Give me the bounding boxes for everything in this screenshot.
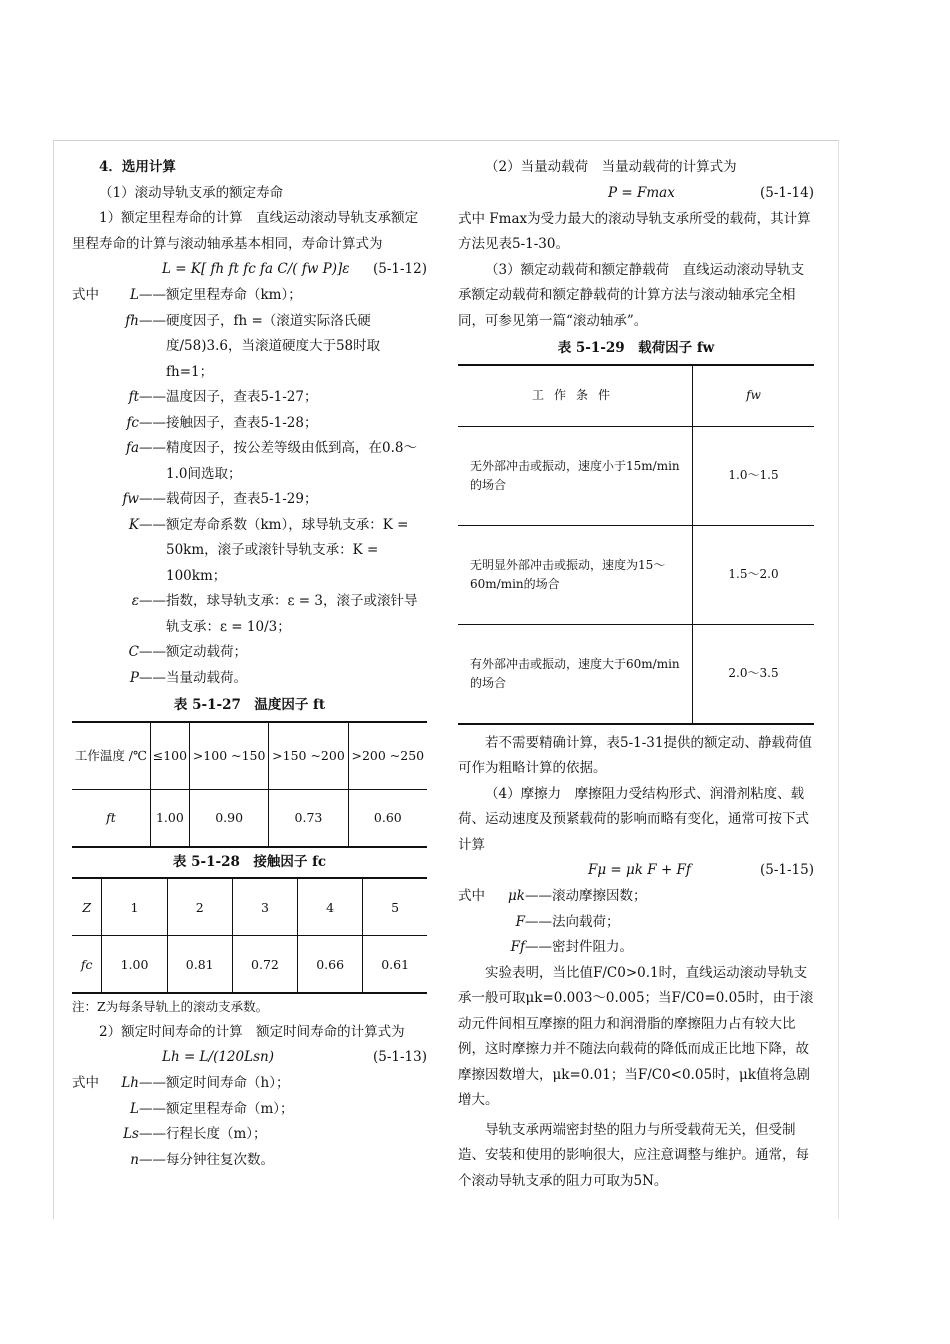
equation-formula: Lh = L/(120Lsn) xyxy=(162,1049,274,1065)
definition-text: 精度因子，按公差等级由低到高，在0.8～1.0间选取； xyxy=(166,440,417,482)
table-load-factor xyxy=(458,364,814,725)
definition-item xyxy=(72,666,427,692)
table-row xyxy=(72,722,427,790)
definition-symbol: fw—— xyxy=(122,491,166,507)
equation-5-1-15 xyxy=(458,858,814,884)
equation-formula: L = K[ fh ft fc fa C/( fw P)]ε xyxy=(162,261,350,277)
equation-5-1-12 xyxy=(72,257,427,283)
table-cell: 0.60 xyxy=(373,810,402,825)
definition-symbol: n—— xyxy=(130,1151,166,1168)
definition-item xyxy=(72,436,427,487)
table-cell: >100 ~150 xyxy=(189,722,268,790)
paragraph-rated-loads: （3）额定动载荷和额定静载荷 直线运动滚动导轨支承额定动载荷和额定静载荷的计算方法与滚动轴承完全相同，可参见第一篇“滚动轴承”。 xyxy=(458,261,805,329)
definition-symbol: fa—— xyxy=(125,440,166,456)
definition-symbol: ε—— xyxy=(131,593,166,609)
equation-formula: P = Fmax xyxy=(608,184,675,201)
equation-5-1-14 xyxy=(458,181,814,207)
table-contact-factor xyxy=(72,877,427,994)
table-row xyxy=(458,426,814,525)
table-cell: ft xyxy=(72,789,150,847)
definition-text: 指数，球导轨支承：ε = 3，滚子或滚针导轨支承：ε = 10/3； xyxy=(166,593,418,635)
table-row xyxy=(458,624,814,724)
table-cell: >200 ~250 xyxy=(348,722,427,790)
definition-symbol: P—— xyxy=(129,669,166,686)
definition-text: 硬度因子，fh =（滚道实际洛氏硬度/58)3.6，当滚道硬度大于58时取fh=1； xyxy=(166,312,381,380)
definition-item xyxy=(72,589,427,640)
definition-text: 额定里程寿命（km）； xyxy=(166,287,302,303)
definition-item xyxy=(72,283,427,309)
definition-item xyxy=(458,884,814,910)
definition-text: 载荷因子，查表5-1-29； xyxy=(166,491,318,507)
definition-symbol: fc—— xyxy=(126,414,166,431)
definition-text: 额定里程寿命（m）； xyxy=(166,1100,294,1117)
table-cell: 1.00 xyxy=(150,789,189,847)
table-cell: 0.73 xyxy=(269,789,348,847)
definition-text: 行程长度（m）； xyxy=(166,1126,267,1142)
table-row xyxy=(458,365,814,427)
left-column xyxy=(72,155,427,1173)
equation-formula: Fμ = μk F + Ff xyxy=(588,862,691,878)
table-cell: fc xyxy=(72,936,102,994)
table-cell: 1 xyxy=(102,878,167,936)
definition-symbol: Lh—— xyxy=(121,1075,166,1091)
table-cell: 1.5～2.0 xyxy=(693,525,815,624)
definition-text: 法向载荷； xyxy=(552,913,620,930)
definition-text: 温度因子，查表5-1-27； xyxy=(166,389,318,405)
paragraph-friction: （4）摩擦力 摩擦阻力受结构形式、润滑剂粘度、载荷、运动速度及预紧载荷的影响而略有变化，通常可按下式计算 xyxy=(458,785,809,853)
subsection-rated-life: （1）滚动导轨支承的额定寿命 xyxy=(99,184,284,201)
definition-item xyxy=(72,1097,427,1123)
definition-item xyxy=(72,640,427,666)
equation-number: (5-1-15) xyxy=(759,862,814,878)
table-cell: 工作温度 /℃ xyxy=(72,722,150,790)
definition-symbol: Ff—— xyxy=(510,939,552,955)
definition-text: 接触因子，查表5-1-28； xyxy=(166,414,318,431)
table-cell: 0.61 xyxy=(381,956,410,972)
definition-item xyxy=(72,411,427,437)
table-5-1-28-caption: 表 5-1-28 接触因子 fc xyxy=(172,853,327,870)
table-note: 注：Z为每条导轨上的滚动支承数。 xyxy=(72,999,269,1014)
paragraph-fmax: 式中 Fmax为受力最大的滚动导轨支承所受的载荷，其计算方法见表5-1-30。 xyxy=(458,210,811,252)
equation-5-1-13 xyxy=(72,1045,427,1071)
definition-symbol: L—— xyxy=(130,1100,166,1117)
table-row xyxy=(72,789,427,847)
definition-item xyxy=(72,487,427,513)
paragraph-rough-estimate: 若不需要精确计算，表5-1-31提供的额定动、静载荷值可作为粗略计算的依据。 xyxy=(458,734,812,776)
table-cell: >150 ~200 xyxy=(269,722,348,790)
right-column xyxy=(458,155,814,1194)
definition-item xyxy=(72,1148,427,1174)
definition-text: 密封件阻力。 xyxy=(552,939,633,955)
section-heading: 4．选用计算 xyxy=(99,159,176,175)
table-cell: 无外部冲击或振动，速度小于15m/min的场合 xyxy=(458,426,693,525)
definition-text: 每分钟往复次数。 xyxy=(166,1151,274,1168)
paragraph-equivalent-load: （2）当量动载荷 当量动载荷的计算式为 xyxy=(485,159,737,175)
table-row xyxy=(72,936,427,994)
definition-symbol: C—— xyxy=(128,644,166,660)
definition-text: 当量动载荷。 xyxy=(166,669,247,686)
table-cell: 工作条件 xyxy=(458,365,693,427)
definition-item xyxy=(72,1071,427,1097)
definition-text: 额定时间寿命（h）； xyxy=(166,1075,290,1091)
definition-symbol: L—— xyxy=(130,287,166,303)
equation-number: (5-1-13) xyxy=(372,1049,427,1065)
definition-item xyxy=(72,1122,427,1148)
table-cell: fw xyxy=(693,365,815,427)
definition-symbol: Ls—— xyxy=(123,1126,166,1142)
definition-text: 滚动摩擦因数； xyxy=(552,888,647,904)
equation-number: (5-1-14) xyxy=(759,184,814,201)
definition-text: 额定寿命系数（km），球导轨支承：K = 50km，滚子或滚针导轨支承：K = 100km； xyxy=(166,516,409,584)
table-cell: 无明显外部冲击或振动，速度为15～60m/min的场合 xyxy=(458,525,693,624)
where-label: 式中 xyxy=(72,1075,99,1091)
definition-item xyxy=(72,309,427,386)
table-row xyxy=(72,878,427,936)
table-cell: 0.90 xyxy=(189,789,268,847)
paragraph-mileage-life: 1）额定里程寿命的计算 直线运动滚动导轨支承额定里程寿命的计算与滚动轴承基本相同，寿命计算式为 xyxy=(72,210,419,252)
definition-symbol: fh—— xyxy=(125,312,166,329)
table-cell: 有外部冲击或振动，速度大于60m/min的场合 xyxy=(458,624,693,724)
table-temperature-factor xyxy=(72,721,427,848)
paragraph-seal-resistance: 导轨支承两端密封垫的阻力与所受载荷无关，但受制造、安装和使用的影响很大，应注意调整与维护。通常，每个滚动导轨支承的阻力可取为5N。 xyxy=(458,1121,809,1189)
table-cell: 4 xyxy=(298,878,363,936)
definition-text: 额定动载荷； xyxy=(166,644,247,660)
table-5-1-29-caption: 表 5-1-29 载荷因子 fw xyxy=(557,340,715,356)
table-cell: 1.00 xyxy=(102,936,167,994)
where-label: 式中 xyxy=(72,287,99,303)
table-cell: 0.72 xyxy=(232,936,297,994)
table-cell: 2 xyxy=(167,878,232,936)
definition-symbol: F—— xyxy=(515,913,552,930)
table-cell: 1.0～1.5 xyxy=(693,426,815,525)
table-cell: 3 xyxy=(232,878,297,936)
definition-item xyxy=(458,935,814,961)
table-cell: 0.66 xyxy=(298,936,363,994)
definition-symbol: μk—— xyxy=(508,888,552,904)
where-label: 式中 xyxy=(458,888,485,904)
paragraph-time-life: 2）额定时间寿命的计算 额定时间寿命的计算式为 xyxy=(99,1023,405,1040)
table-cell: 2.0～3.5 xyxy=(728,666,779,680)
definition-item xyxy=(72,513,427,590)
equation-number: (5-1-12) xyxy=(372,261,427,277)
definition-item xyxy=(458,910,814,936)
definition-symbol: K—— xyxy=(128,516,166,533)
definition-symbol: ft—— xyxy=(128,389,166,405)
table-row xyxy=(458,525,814,624)
table-cell: 5 xyxy=(363,878,427,936)
table-5-1-27-caption: 表 5-1-27 温度因子 ft xyxy=(173,697,326,713)
paragraph-experiment: 实验表明，当比值F/C0>0.1时，直线运动滚动导轨支承一般可取μk=0.003～0.005；当F/C0=0.05时，由于滚动元件间相互摩擦的阻力和润滑脂的摩擦阻力占有较大比例，这时摩擦力并不随法向载荷的降低而成正比地下降，故摩擦因数增大，μk=0.01；当F/C0<0.05时，μk值将急剧增大。 xyxy=(458,964,814,1108)
definition-item xyxy=(72,385,427,411)
table-cell: Z xyxy=(72,878,102,936)
table-cell: ≤100 xyxy=(150,722,189,790)
table-cell: 0.81 xyxy=(167,936,232,994)
